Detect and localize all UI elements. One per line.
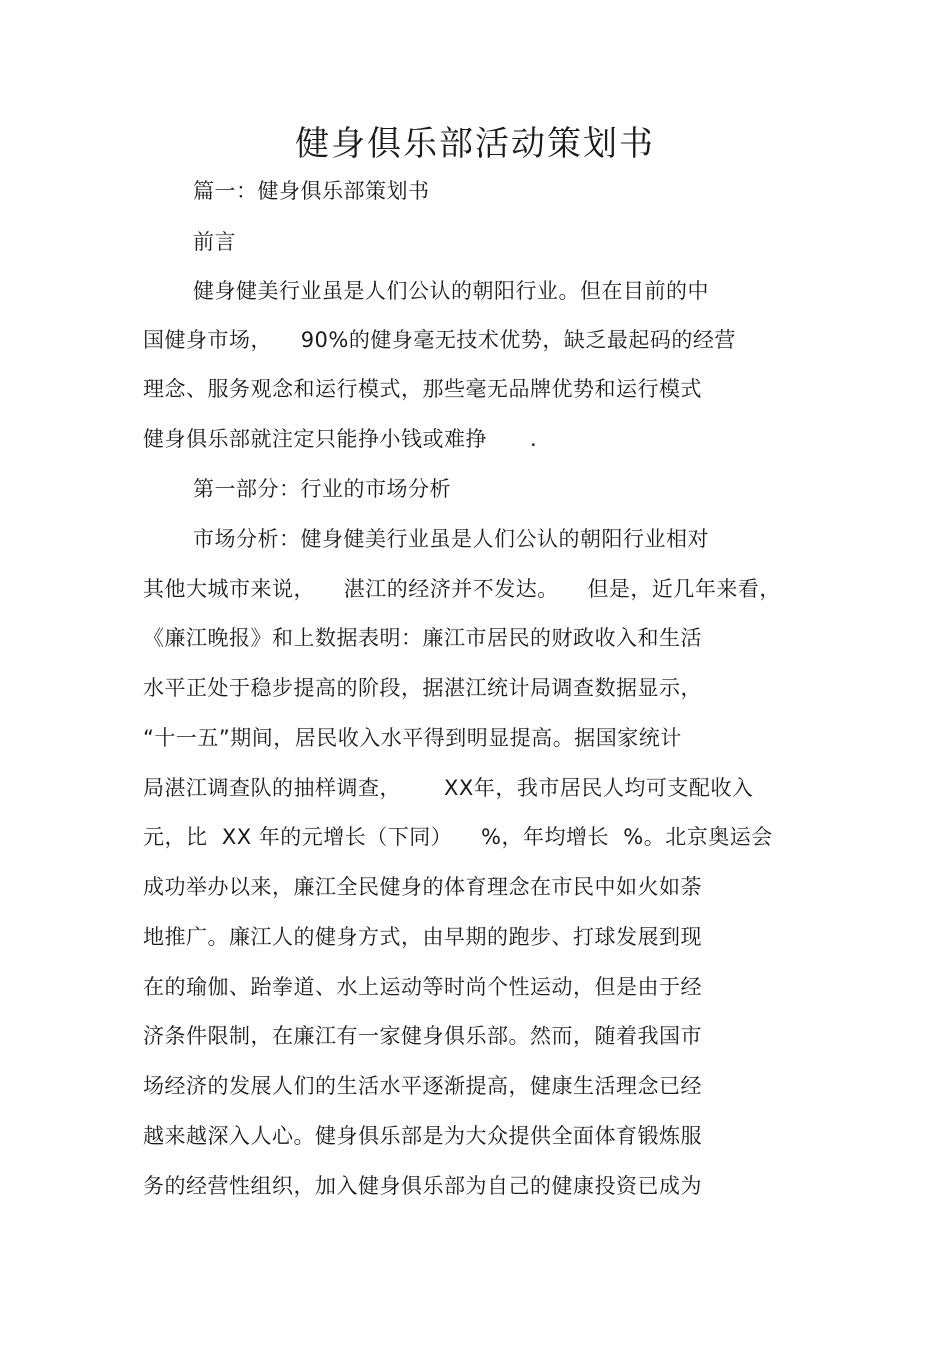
paragraph-line: 水平正处于稳步提高的阶段，据湛江统计局调查数据显示，	[143, 676, 702, 700]
paragraph-line: 健身俱乐部就注定只能挣小钱或难挣 .	[143, 427, 538, 451]
paragraph-line: 市场分析：健身健美行业虽是人们公认的朝阳行业相对	[193, 527, 709, 551]
paragraph-line: 局湛江调查队的抽样调查， XX年，我市居民人均可支配收入	[143, 776, 754, 800]
paragraph-line: 越来越深入人心。健身俱乐部是为大众提供全面体育锻炼服	[143, 1124, 702, 1148]
paragraph-line: 成功举办以来，廉江全民健身的体育理念在市民中如火如荼	[143, 875, 702, 899]
paragraph-line: 健身健美行业虽是人们公认的朝阳行业。但在目前的中	[193, 279, 709, 303]
paragraph-line: 济条件限制，在廉江有一家健身俱乐部。然而，随着我国市	[143, 1024, 702, 1048]
preface-heading: 前言	[193, 230, 236, 254]
paragraph-line: 务的经营性组织，加入健身俱乐部为自己的健康投资已成为	[143, 1174, 702, 1198]
paragraph-line: 理念、服务观念和运行模式，那些毫无品牌优势和运行模式	[143, 377, 702, 401]
paragraph-line: 《廉江晚报》和上数据表明：廉江市居民的财政收入和生活	[143, 626, 702, 650]
paragraph-line: 其他大城市来说， 湛江的经济并不发达。 但是，近几年来看，	[143, 577, 781, 601]
paragraph-line: 地推广。廉江人的健身方式，由早期的跑步、打球发展到现	[143, 925, 702, 949]
paragraph-line: “十一五”期间，居民收入水平得到明显提高。据国家统计	[143, 726, 682, 750]
paragraph-line: 场经济的发展人们的生活水平逐渐提高，健康生活理念已经	[143, 1074, 702, 1098]
paragraph-line: 元，比 XX 年的元增长（下同） %，年均增长 %。北京奥运会	[143, 825, 773, 849]
paragraph-line: 在的瑜伽、跆拳道、水上运动等时尚个性运动，但是由于经	[143, 975, 702, 999]
paragraph-line: 国健身市场， 90%的健身毫无技术优势，缺乏最起码的经营	[143, 328, 736, 352]
part-heading: 第一部分：行业的市场分析	[193, 477, 451, 501]
document-title: 健身俱乐部活动策划书	[295, 124, 655, 164]
section-heading: 篇一：健身俱乐部策划书	[193, 179, 430, 203]
